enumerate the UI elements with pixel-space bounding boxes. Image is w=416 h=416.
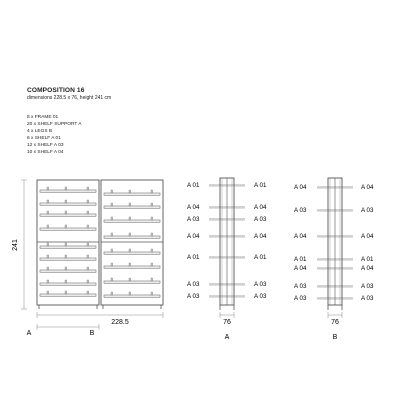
shelf-support [65,211,67,214]
shelf-support [87,280,89,283]
shelf-label: A 03 [294,207,307,214]
shelf-support [111,278,113,281]
shelf-support [151,233,153,236]
shelf-support [87,243,89,246]
shelf-board [104,295,160,297]
shelf-board [104,281,160,283]
shelf-label: A 01 [187,182,200,189]
shelf-support [151,203,153,206]
shelf-board [104,266,160,268]
shelf-support [87,211,89,214]
shelf-support [47,255,49,258]
shelf-support [151,249,153,252]
shelf-support [129,278,131,281]
side-b-labels [294,184,374,302]
shelf-support [129,217,131,220]
shelf-label: A 04 [187,204,200,211]
shelf-board [40,246,96,248]
shelf-label: A 04 [361,265,374,272]
shelf-support [111,292,113,295]
shelf-support [151,292,153,295]
shelf-label: A 03 [187,293,200,300]
shelf-support [111,203,113,206]
shelf-support [87,291,89,294]
shelf-support [65,200,67,203]
column-label-b: B [89,330,95,337]
shelf-label: A 04 [254,233,267,240]
shelf-support [151,263,153,266]
shelf-label: A 04 [254,204,267,211]
shelf-label: A 03 [361,283,374,290]
shelf-board [104,220,160,222]
shelf-label: A 03 [254,281,267,288]
composition-title: COMPOSITION 16 [27,87,85,94]
shelf-support [111,233,113,236]
shelf-board [104,236,160,238]
shelf-support [47,280,49,283]
shelf-support [47,200,49,203]
shelf-label: A 03 [254,216,267,223]
parts-item: 8 x FRAME 01 [27,115,59,120]
shelf-label: A 03 [361,295,374,302]
side-view-b [317,178,353,318]
side-a-view-label: A [224,334,230,341]
shelf-support [65,225,67,228]
side-a-depth-label: 76 [223,319,231,326]
shelf-board [40,190,96,192]
side-view-a [209,178,245,318]
shelf-support [111,217,113,220]
parts-item: 4 x LEGS B [27,128,53,134]
shelf-support [87,225,89,228]
shelf-support [87,200,89,203]
shelf-support [47,225,49,228]
shelf-support [47,187,49,190]
shelf-support [47,243,49,246]
shelf-label: A 03 [294,283,307,290]
shelf-label: A 01 [361,256,374,263]
shelf-support [151,217,153,220]
frame-outline [37,180,99,305]
shelf-support [129,249,131,252]
shelf-support [65,187,67,190]
shelf-label: A 04 [187,233,200,240]
shelf-support [47,291,49,294]
column-label-a: A [26,330,32,337]
shelf-support [129,263,131,266]
shelf-label: A 04 [294,233,307,240]
shelf-label: A 04 [294,265,307,272]
shelf-board [104,206,160,208]
shelf-label: A 03 [294,295,307,302]
front-elevation [21,180,163,330]
shelf-board [104,252,160,254]
shelf-support [47,211,49,214]
shelf-label: A 04 [361,184,374,191]
shelf-support [87,267,89,270]
shelf-support [65,243,67,246]
shelf-support [47,267,49,270]
shelf-label: A 03 [187,216,200,223]
shelf-label: A 04 [361,233,374,240]
shelf-support [129,292,131,295]
shelf-board [40,228,96,230]
shelf-support [129,190,131,193]
shelf-support [151,190,153,193]
shelf-board [40,258,96,260]
shelf-support [65,267,67,270]
shelf-label: A 03 [187,281,200,288]
frame-outline [101,180,163,305]
shelf-support [111,249,113,252]
dimensions-text: dimensions 228.5 x 76, height 241 cm [27,95,112,101]
shelf-support [129,203,131,206]
shelf-label: A 01 [187,254,200,261]
shelf-support [151,278,153,281]
parts-item: 20 x SHELF SUPPORT A [27,121,82,127]
shelf-support [87,187,89,190]
parts-item: 6 x SHELF A 01 [27,135,61,141]
shelf-support [129,233,131,236]
shelf-support [111,190,113,193]
shelf-support [65,280,67,283]
shelf-support [65,255,67,258]
shelf-support [65,291,67,294]
shelf-board [40,294,96,296]
side-b-view-label: B [332,334,338,341]
shelf-label: A 04 [294,184,307,191]
side-b-depth-label: 76 [331,319,339,326]
shelf-label: A 01 [294,256,307,263]
shelf-label: A 03 [361,207,374,214]
shelf-board [40,203,96,205]
shelf-board [40,270,96,272]
shelf-support [87,255,89,258]
width-label: 228.5 [111,319,129,326]
shelf-board [40,214,96,216]
shelf-label: A 03 [254,293,267,300]
shelf-support [111,263,113,266]
shelf-label: A 01 [254,182,267,189]
shelf-label: A 01 [254,254,267,261]
parts-item: 12 x SHELF A 03 [27,142,64,148]
height-label: 241 [12,239,19,251]
shelf-board [104,193,160,195]
shelf-board [40,283,96,285]
parts-item: 10 x SHELF A 04 [27,149,64,155]
